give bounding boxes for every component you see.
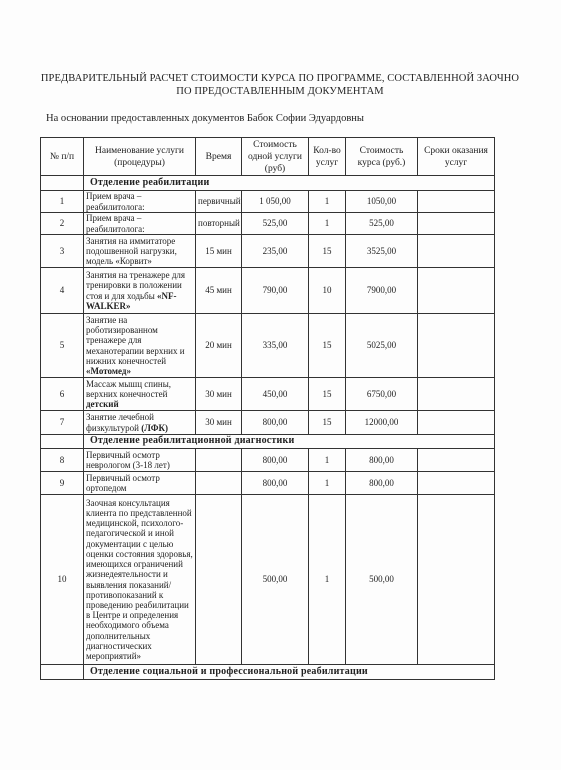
row-name: Занятия на тренажере для тренировки в положении стоя и для ходьбы «NF-WALKER» [84, 268, 196, 314]
row-qty: 1 [309, 191, 346, 213]
table-row [41, 191, 495, 213]
row-course-cost: 5025,00 [346, 314, 418, 378]
row-course-cost: 525,00 [346, 213, 418, 235]
row-terms [418, 268, 495, 314]
table-row [41, 449, 495, 472]
row-course-cost: 3525,00 [346, 235, 418, 268]
row-name: Прием врача – реабилитолога: [84, 191, 196, 213]
row-terms [418, 495, 495, 665]
row-qty: 15 [309, 314, 346, 378]
row-terms [418, 472, 495, 495]
table-header-row [41, 138, 495, 176]
section-title: Отделение социальной и профессиональной реабилитации [84, 665, 495, 680]
section-row-diag [41, 435, 495, 449]
table-row [41, 495, 495, 665]
row-unit-cost: 800,00 [242, 472, 309, 495]
row-unit-cost: 790,00 [242, 268, 309, 314]
table-row [41, 378, 495, 411]
row-name: Занятие на роботизированном тренажере для механотерапии верхних и нижних конечностей «Мотомед» [84, 314, 196, 378]
row-time: 30 мин [196, 411, 242, 435]
row-name-bold: детский [86, 399, 119, 410]
title-line-2: ПО ПРЕДОСТАВЛЕННЫМ ДОКУМЕНТАМ [176, 86, 384, 97]
row-course-cost: 12000,00 [346, 411, 418, 435]
section-title: Отделение реабилитационной диагностики [84, 435, 495, 449]
document-title [40, 72, 520, 98]
header-time: Время [196, 138, 242, 176]
row-num: 4 [41, 268, 84, 314]
row-unit-cost: 335,00 [242, 314, 309, 378]
row-terms [418, 235, 495, 268]
row-unit-cost: 500,00 [242, 495, 309, 665]
row-num: 3 [41, 235, 84, 268]
header-course-cost: Стоимость курса (руб.) [346, 138, 418, 176]
row-num: 2 [41, 213, 84, 235]
row-qty: 10 [309, 268, 346, 314]
row-num: 5 [41, 314, 84, 378]
row-course-cost: 7900,00 [346, 268, 418, 314]
row-num: 1 [41, 191, 84, 213]
row-name: Занятия на иммитаторе подошвенной нагрузки, модель «Корвит» [84, 235, 196, 268]
row-unit-cost: 800,00 [242, 411, 309, 435]
row-name-bold: «Мотомед» [86, 365, 131, 376]
row-terms [418, 191, 495, 213]
row-qty: 15 [309, 411, 346, 435]
row-qty: 1 [309, 472, 346, 495]
table-row [41, 314, 495, 378]
header-unit-cost: Стоимость одной услуги (руб) [242, 138, 309, 176]
row-terms [418, 314, 495, 378]
header-num: № п/п [41, 138, 84, 176]
row-unit-cost: 235,00 [242, 235, 309, 268]
row-name: Первичный осмотр ортопедом [84, 472, 196, 495]
row-name: Прием врача – реабилитолога: [84, 213, 196, 235]
row-num: 7 [41, 411, 84, 435]
row-name: Занятие лечебной физкультурой (ЛФК) [84, 411, 196, 435]
intro-text: На основании предоставленных документов Бабок Софии Эдуардовны [46, 113, 364, 124]
row-qty: 1 [309, 213, 346, 235]
row-name: Заочная консультация клиента по представленной медицинской, психолого-педагогической и иной документации с целью оценки состояния здоровья, имеющихся ограничений жизнедеятельности и выявления показаний/противопоказаний к проведению реабилитации в Центре и определения необходимого объема дополнительных диагностических мероприятий» [84, 495, 196, 665]
row-num: 10 [41, 495, 84, 665]
row-name: Первичный осмотр неврологом (3-18 лет) [84, 449, 196, 472]
row-unit-cost: 1 050,00 [242, 191, 309, 213]
row-unit-cost: 800,00 [242, 449, 309, 472]
section-title: Отделение реабилитации [84, 176, 495, 191]
row-course-cost: 800,00 [346, 449, 418, 472]
header-name: Наименование услуги (процедуры) [84, 138, 196, 176]
row-qty: 1 [309, 449, 346, 472]
row-terms [418, 411, 495, 435]
row-time [196, 472, 242, 495]
section-row-social [41, 665, 495, 680]
row-time: повторный [196, 213, 242, 235]
row-course-cost: 1050,00 [346, 191, 418, 213]
row-course-cost: 800,00 [346, 472, 418, 495]
row-time [196, 449, 242, 472]
row-time: первичный [196, 191, 242, 213]
row-time: 20 мин [196, 314, 242, 378]
table-row [41, 213, 495, 235]
row-num: 8 [41, 449, 84, 472]
row-course-cost: 6750,00 [346, 378, 418, 411]
table-row [41, 472, 495, 495]
price-table [40, 137, 495, 680]
row-num: 6 [41, 378, 84, 411]
row-terms [418, 449, 495, 472]
header-qty: Кол-во услуг [309, 138, 346, 176]
row-course-cost: 500,00 [346, 495, 418, 665]
row-num: 9 [41, 472, 84, 495]
row-time: 30 мин [196, 378, 242, 411]
row-terms [418, 378, 495, 411]
header-terms: Сроки оказания услуг [418, 138, 495, 176]
row-time: 45 мин [196, 268, 242, 314]
table-row [41, 235, 495, 268]
row-qty: 1 [309, 495, 346, 665]
row-name: Массаж мышц спины, верхних конечностей детский [84, 378, 196, 411]
row-qty: 15 [309, 235, 346, 268]
title-line-1: ПРЕДВАРИТЕЛЬНЫЙ РАСЧЕТ СТОИМОСТИ КУРСА ПО ПРОГРАММЕ, СОСТАВЛЕННОЙ ЗАОЧНО [40, 73, 520, 84]
row-name-bold: (ЛФК) [141, 422, 169, 433]
section-row-rehab [41, 176, 495, 191]
row-qty: 15 [309, 378, 346, 411]
row-terms [418, 213, 495, 235]
row-time: 15 мин [196, 235, 242, 268]
table-row [41, 411, 495, 435]
row-unit-cost: 450,00 [242, 378, 309, 411]
row-name-bold: «NF-WALKER» [86, 290, 177, 311]
row-unit-cost: 525,00 [242, 213, 309, 235]
row-time [196, 495, 242, 665]
table-row [41, 268, 495, 314]
